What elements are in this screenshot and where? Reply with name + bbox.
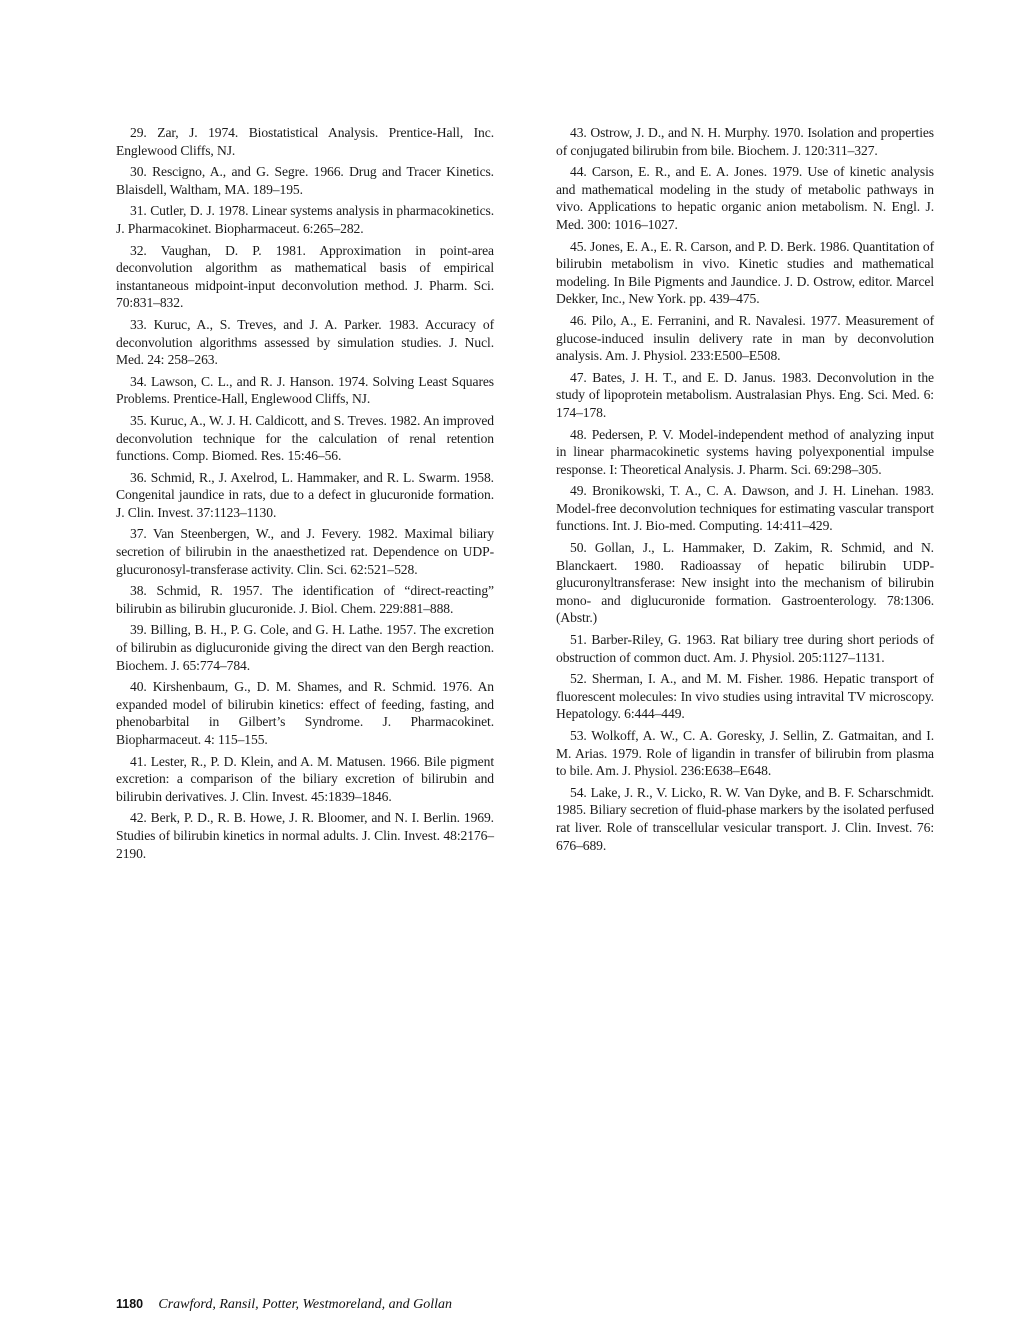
reference-47: 47. Bates, J. H. T., and E. D. Janus. 1983. Deconvolution in the study of lipoprotein metabolism. Australasian Phys. Eng. Sci. Med. 6: 174–178. [556,369,934,420]
references-column-left [116,124,494,866]
reference-48: 48. Pedersen, P. V. Model-independent method of analyzing input in linear pharmacokinetic systems having polyexponential impulse response. I: Theoretical Analysis. J. Pharm. Sci. 69:298–305. [556,426,934,477]
reference-37: 37. Van Steenbergen, W., and J. Fevery. 1982. Maximal biliary secretion of bilirubin in the anaesthetized rat. Dependence on UDP-glucuronosyl-transferase activity. Clin. Sci. 62:521–528. [116,526,494,577]
reference-29: 29. Zar, J. 1974. Biostatistical Analysis. Prentice-Hall, Inc. Englewood Cliffs, NJ. [116,125,494,158]
reference-54: 54. Lake, J. R., V. Licko, R. W. Van Dyke, and B. F. Scharschmidt. 1985. Biliary secretion of fluid-phase markers by the isolated perfused rat liver. Role of transcellular vesicular transport. J. Clin. Invest. 76: 676–689. [556,784,934,853]
reference-44: 44. Carson, E. R., and E. A. Jones. 1979. Use of kinetic analysis and mathematical modeling in the study of metabolic pathways in vivo. Applications to hepatic organic anion metabolism. N. Engl. J. Med. 300: 1016–1027. [556,164,934,232]
reference-52: 52. Sherman, I. A., and M. M. Fisher. 1986. Hepatic transport of fluorescent molecules: In vivo studies using intravital TV microscopy. Hepatology. 6:444–449. [556,671,934,722]
reference-32: 32. Vaughan, D. P. 1981. Approximation in point-area deconvolution algorithm as mathematical basis of empirical instantaneous midpoint-input deconvolution method. J. Pharm. Sci. 70:831–832. [116,242,494,311]
reference-40: 40. Kirshenbaum, G., D. M. Shames, and R. Schmid. 1976. An expanded model of bilirubin kinetics: effect of feeding, fasting, and phenobarbital in Gilbert’s Syndrome. J. Pharmacokinet. Biopharmaceut. 4: 115–155. [116,679,494,747]
reference-45: 45. Jones, E. A., E. R. Carson, and P. D. Berk. 1986. Quantitation of bilirubin metabolism in vivo. Kinetic studies and mathematical modeling. In Bile Pigments and Jaundice. J. D. Ostrow, editor. Marcel Dekker, Inc., New York. pp. 439–475. [556,238,934,307]
reference-36: 36. Schmid, R., J. Axelrod, L. Hammaker, and R. L. Swarm. 1958. Congenital jaundice in rats, due to a defect in glucuronide formation. J. Clin. Invest. 37:1123–1130. [116,469,494,520]
reference-53: 53. Wolkoff, A. W., C. A. Goresky, J. Sellin, Z. Gatmaitan, and I. M. Arias. 1979. Role of ligandin in transfer of bilirubin from plasma to bile. Am. J. Physiol. 236:E638–E648. [556,728,935,779]
reference-35: 35. Kuruc, A., W. J. H. Caldicott, and S. Treves. 1982. An improved deconvolution technique for the calculation of renal retention functions. Comp. Biomed. Res. 15:46–56. [116,412,494,464]
reference-46: 46. Pilo, A., E. Ferranini, and R. Navalesi. 1977. Measurement of glucose-induced insulin delivery rate in man by deconvolution analysis. Am. J. Physiol. 233:E500–E508. [556,312,934,364]
reference-43: 43. Ostrow, J. D., and N. H. Murphy. 1970. Isolation and properties of conjugated bilirubin from bile. Biochem. J. 120:311–327. [556,125,934,158]
reference-51: 51. Barber-Riley, G. 1963. Rat biliary tree during short periods of obstruction of common duct. Am. J. Physiol. 205:1127–1131. [556,632,934,665]
reference-30: 30. Rescigno, A., and G. Segre. 1966. Drug and Tracer Kinetics. Blaisdell, Waltham, MA. 189–195. [116,164,494,197]
reference-49: 49. Bronikowski, T. A., C. A. Dawson, and J. H. Linehan. 1983. Model-free deconvolution techniques for estimating vascular transport functions. Int. J. Bio-med. Computing. 14:411–429. [556,483,934,534]
reference-31: 31. Cutler, D. J. 1978. Linear systems analysis in pharmacokinetics. J. Pharmacokinet. Biopharmaceut. 6:265–282. [116,203,494,236]
references-column-right [556,124,934,858]
running-head-authors: Crawford, Ransil, Potter, Westmoreland, and Gollan [158,1297,452,1312]
reference-41: 41. Lester, R., P. D. Klein, and A. M. Matusen. 1966. Bile pigment excretion: a comparison of the biliary excretion of bilirubin and bilirubin derivatives. J. Clin. Invest. 45:1839–1846. [116,753,494,804]
page-footer [116,1296,452,1313]
reference-42: 42. Berk, P. D., R. B. Howe, J. R. Bloomer, and N. I. Berlin. 1969. Studies of bilirubin kinetics in normal adults. J. Clin. Invest. 48:2176–2190. [116,810,494,861]
page-number: 1180 [116,1297,144,1311]
reference-33: 33. Kuruc, A., S. Treves, and J. A. Parker. 1983. Accuracy of deconvolution algorithms assessed by simulation studies. J. Nucl. Med. 24: 258–263. [116,316,494,368]
reference-38: 38. Schmid, R. 1957. The identification of “direct-reacting” bilirubin as bilirubin glucuronide. J. Biol. Chem. 229:881–888. [116,583,494,616]
reference-34: 34. Lawson, C. L., and R. J. Hanson. 1974. Solving Least Squares Problems. Prentice-Hall, Englewood Cliffs, NJ. [116,373,494,407]
reference-39: 39. Billing, B. H., P. G. Cole, and G. H. Lathe. 1957. The excretion of bilirubin as diglucuronide giving the direct van den Bergh reaction. Biochem. J. 65:774–784. [116,622,494,673]
reference-50: 50. Gollan, J., L. Hammaker, D. Zakim, R. Schmid, and N. Blanckaert. 1980. Radioassay of hepatic bilirubin UDP-glucuronyltransferase: New insight into the mechanism of bilirubin mono- and diglucuronide formation. Gastroenterology. 78:1306. (Abstr.) [556,540,934,626]
